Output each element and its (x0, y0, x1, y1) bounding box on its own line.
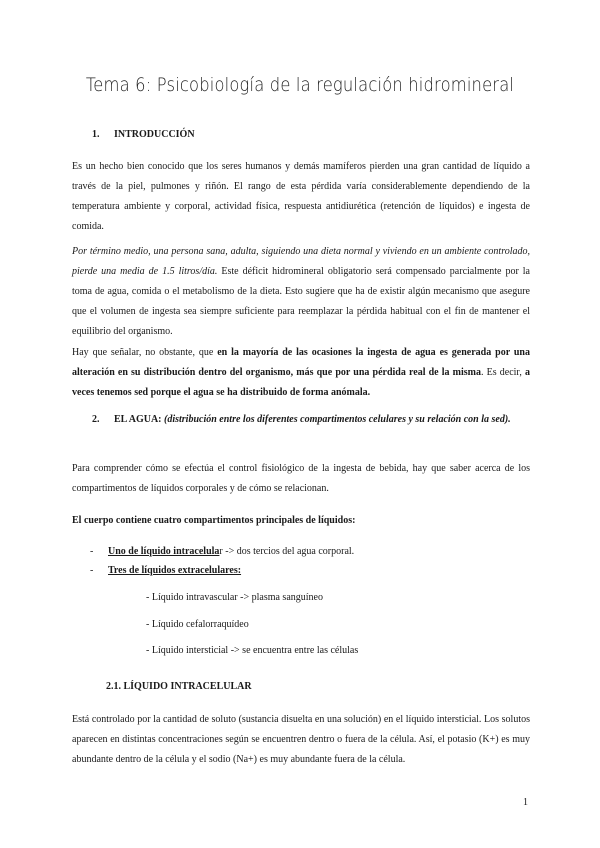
paragraph-intro: Es un hecho bien conocido que los seres humanos y demás mamíferos pierden una gran cantidad de líquido a través de la piel, pulmones y riñón. El rango de esta pérdida varía considerablemente dependiendo de la temperatura ambiente y corporal, actividad física, respuesta antidiurética (retención de líquidos) e ingesta de comida. (72, 161, 530, 232)
section-number: 2. (92, 414, 100, 425)
paragraph-intracellular: Está controlado por la cantidad de soluto (sustancia disuelta en una solución) en el líquido intersticial. Los solutos aparecen en distintas concentraciones según se encuentren dentro o fuera de la célula. Así, el potasio (K+) es muy abundante dentro de la célula y el sodio (Na+) es muy abundante fuera de la célula. (72, 714, 530, 765)
paragraph-bold-b: en la mayoría de las ocasiones la ingesta de agua es generada por una alteración en su distribución dentro del organismo, más que por una pérdida real de la misma (72, 347, 530, 378)
paragraph-text-a: Hay que señalar, no obstante, que (72, 347, 218, 358)
page-number: 1 (523, 797, 528, 808)
sub-list-item: - Líquido cefalorraquídeo (146, 619, 249, 630)
bullet-text: r -> dos tercios del agua corporal. (219, 546, 355, 557)
page-title: Tema 6: Psicobiología de la regulación hidromineral (85, 74, 515, 96)
bullet-dash: - (90, 546, 94, 557)
list-item (90, 546, 354, 557)
paragraph-italic-text: Por término medio, una persona sana, adulta, siguiendo una dieta normal y viviendo en un ambiente controlado, pierde una media de 1.5 litros/día. (72, 246, 530, 277)
section-label: EL AGUA: (114, 414, 165, 425)
bullet-underlined-text: Uno de líquido intracelula (108, 546, 220, 557)
list-item (90, 565, 241, 576)
section-heading-introduccion (92, 129, 195, 140)
bullet-dash: - (90, 565, 94, 576)
paragraph-average-loss (72, 242, 530, 342)
section-heading-agua (92, 410, 530, 430)
section-label: INTRODUCCIÓN (114, 129, 195, 140)
paragraph-compartments-heading: El cuerpo contiene cuatro compartimentos principales de líquidos: (72, 515, 356, 526)
paragraph-compartments-intro: Para comprender cómo se efectúa el control fisiológico de la ingesta de bebida, hay que saber acerca de los compartimentos de líquidos corporales y de cómo se relacionan. (72, 463, 530, 494)
subsection-heading-liquido-intracelular: 2.1. LÍQUIDO INTRACELULAR (106, 681, 252, 692)
section-subtitle: (distribución entre los diferentes compartimentos celulares y su relación con la sed). (164, 414, 511, 425)
paragraph-bold-d: a veces tenemos sed porque el agua se ha distribuido de forma anómala. (72, 367, 530, 398)
bullet-underlined-text: Tres de líquidos extracelulares: (108, 565, 242, 576)
sub-list-item: - Líquido intersticial -> se encuentra entre las células (146, 645, 359, 656)
paragraph-text-c: . Es decir, (481, 367, 525, 378)
section-number: 1. (92, 129, 100, 140)
paragraph-text: Este déficit hidromineral obligatorio será compensado parcialmente por la toma de agua, comida o el metabolismo de la dieta. Esto sugiere que ha de existir algún mecanismo que asegure que el volumen de ingesta sea siempre suficiente para reemplazar la pérdida habitual con el fin de mantener el equilibrio del organismo. (72, 266, 530, 337)
sub-list-item: - Líquido intravascular -> plasma sanguíneo (146, 592, 323, 603)
paragraph-distribution (72, 343, 530, 403)
